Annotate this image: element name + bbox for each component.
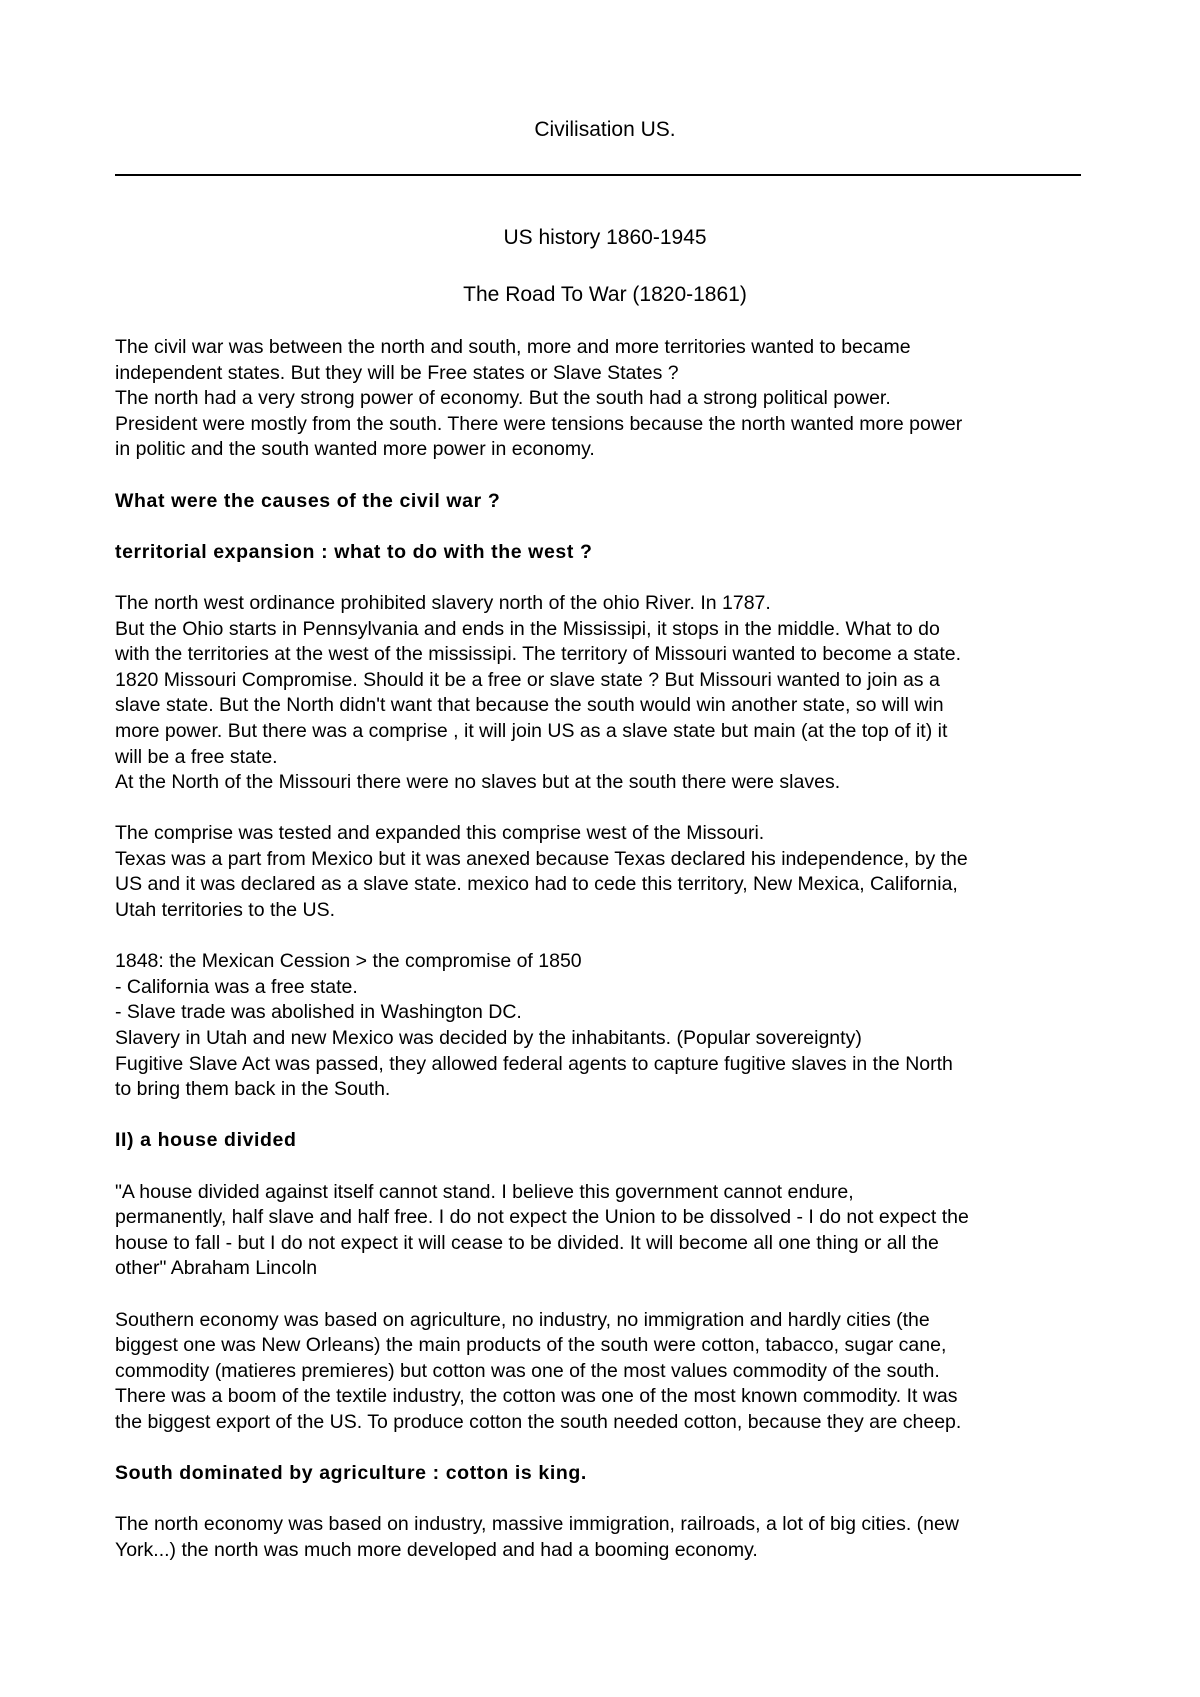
section-title: The Road To War (1820-1861) xyxy=(463,283,747,306)
paragraph: Southern economy was based on agriculture, no industry, no immigration and hardly cities (the biggest one was New Orleans) the main products of the south were cotton, tabacco, sugar cane, commodity (matieres premieres) but cotton was one of the most values commodity of the south. There was a boom of the textile industry, the cotton was one of the most known commodity. It was the biggest export of the US. To produce cotton the south needed cotton, because they are cheep. xyxy=(115,1308,962,1433)
paragraph-heading: South dominated by agriculture : cotton is king. xyxy=(115,1462,587,1485)
document-subtitle: US history 1860-1945 xyxy=(503,226,707,249)
paragraph: The north economy was based on industry, massive immigration, railroads, a lot of big cities. (new York...) the north was much more developed and had a booming economy. xyxy=(115,1513,959,1561)
horizontal-rule xyxy=(115,174,1081,176)
paragraph: 1848: the Mexican Cession > the compromise of 1850 - California was a free state. - Slave trade was abolished in Washington DC. Slavery in Utah and new Mexico was decided by the inhabitants. (Popular sovereignty) Fugitive Slave Act was passed, they allowed federal agents to capture fugitive slaves in the North to bring them back in the South. xyxy=(115,950,953,1101)
paragraph-heading: What were the causes of the civil war ? xyxy=(115,489,501,512)
paragraph: The north west ordinance prohibited slavery north of the ohio River. In 1787. But the Ohio starts in Pennsylvania and ends in the Mississipi, it stops in the middle. What to do with the territories at the west of the mississipi. The territory of Missouri wanted to become a state. 1820 Missouri Compromise. Should it be a free or slave state ? But Missouri wanted to join as a slave state. But the North didn't want that because the south would win another state, so will win more power. But there was a comprise , it will join US as a slave state but main (at the top of it) it will be a free state. At the North of the Missouri there were no slaves but at the south there were slaves. xyxy=(115,591,962,794)
paragraph-heading: II) a house divided xyxy=(115,1129,297,1152)
paragraph: "A house divided against itself cannot stand. I believe this government cannot endure, permanently, half slave and half free. I do not expect the Union to be dissolved - I do not expect the house to fall - but I do not expect it will cease to be divided. It will become all one thing or all the other" Abraham Lincoln xyxy=(115,1180,969,1280)
document-title: Civilisation US. xyxy=(534,118,676,141)
paragraph: The civil war was between the north and south, more and more territories wanted to became independent states. But they will be Free states or Slave States ? The north had a very strong power of economy. But the south had a strong political power. President were mostly from the south. There were tensions because the north wanted more power in politic and the south wanted more power in economy. xyxy=(115,336,963,461)
document-body xyxy=(115,335,1105,1589)
paragraph-heading: territorial expansion : what to do with the west ? xyxy=(115,540,593,563)
paragraph: The comprise was tested and expanded this comprise west of the Missouri. Texas was a part from Mexico but it was anexed because Texas declared his independence, by the US and it was declared as a slave state. mexico had to cede this territory, New Mexica, California, Utah territories to the US. xyxy=(115,822,968,922)
